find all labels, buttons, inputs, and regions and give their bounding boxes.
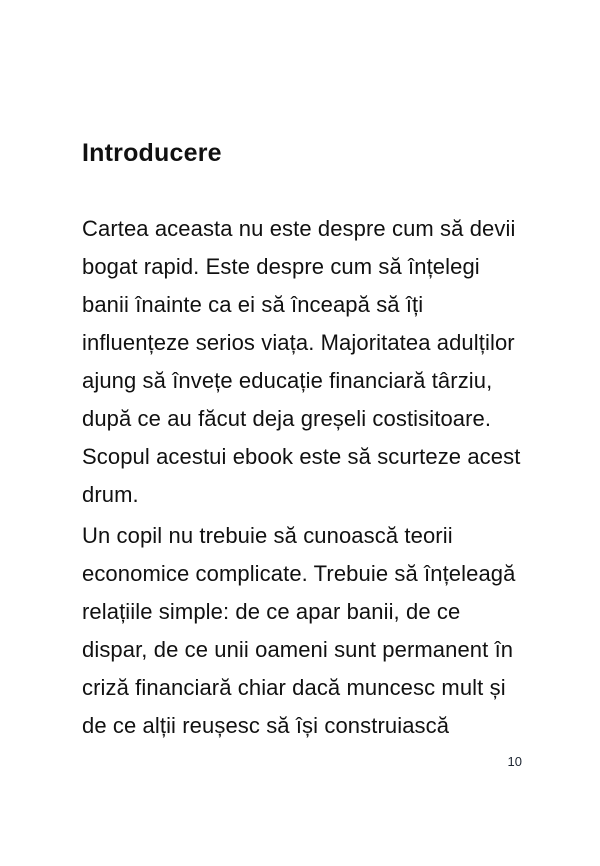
text-line: influențeze serios viața. Majoritatea adulților (82, 330, 515, 355)
text-line: Un copil nu trebuie să cunoască teorii (82, 523, 453, 548)
text-line: relațiile simple: de ce apar banii, de ce (82, 599, 461, 624)
page-title: Introducere (82, 138, 222, 167)
page-number: 10 (507, 754, 522, 769)
text-line: drum. (82, 482, 139, 507)
text-line: bogat rapid. Este despre cum să înțelegi (82, 254, 480, 279)
body-text (82, 210, 542, 748)
paragraph (82, 210, 542, 514)
paragraph (82, 517, 542, 745)
text-line: economice complicate. Trebuie să înțeleagă (82, 561, 516, 586)
text-line: banii înainte ca ei să înceapă să îți (82, 292, 424, 317)
text-line: dispar, de ce unii oameni sunt permanent în (82, 637, 514, 662)
text-line: ajung să învețe educație financiară târziu, (82, 368, 493, 393)
text-line: Scopul acestui ebook este să scurteze acest (82, 444, 521, 469)
text-line: după ce au făcut deja greșeli costisitoare. (82, 406, 492, 431)
text-line: Cartea aceasta nu este despre cum să devii (82, 216, 516, 241)
text-line: de ce alții reușesc să își construiască (82, 713, 450, 738)
text-line: criză financiară chiar dacă muncesc mult și (82, 675, 506, 700)
